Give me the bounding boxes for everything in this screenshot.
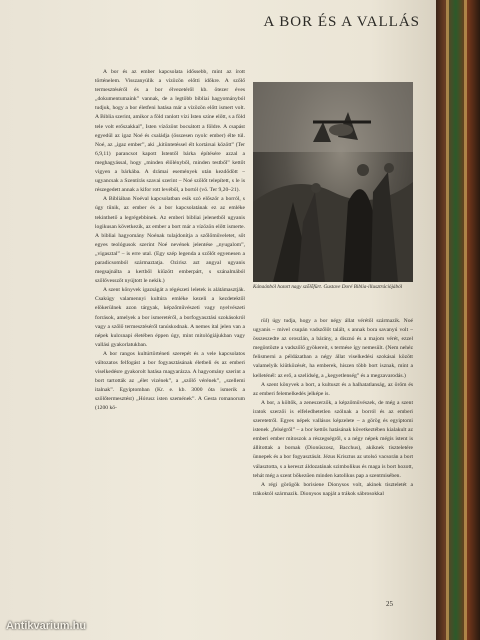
- paragraph: A bor, a költők, a zeneszerzők, a képzőművészek, de még a szent iratok szerzői is elfeledhetetlen szólnak a borról és az emberi szeretetről. Egyes népek vallásos képzelete – a görög és egyiptomi istenek „felségről” – a bor kettős hatásának következtében kialakult az emberi ember mítoszok a részegségről, s a négy népek mégis istent is állítottak a bornak (Dionüszosz, Bacchus), akiknek tiszteletére ünnepek és a bor fogyasztását. Jézus Krisztus az utolsó vacsorán a bort választotta, s a kereszt áldozatának szimbolikus és maga is bort hozott, tehát még a szent bőkezűen minden katolikus pap a szentmisében.: [253, 399, 413, 479]
- binding-stripe: [446, 0, 449, 640]
- book-binding: [436, 0, 480, 640]
- engraving-illustration: [253, 82, 413, 282]
- figure-caption: Kánaánból hozott nagy szőlőfürt. Gustave Doré Biblia-illusztrációjából: [253, 284, 403, 290]
- page-number: 25: [386, 600, 393, 608]
- paragraph: A szent könyvek igazságát a régészeti leletek is alátámasztják. Csakúgy valamennyi kultúra emléke kezeli a kezdetektől elökerülnek azon tárgyak, képzőművészeti vagy nyelvészeti források, amelyek a bor ismeretéről, a borfogyasztási szokásokról vagy a szőlő termesztéséről tanúskodnak. A nemes ital jelen van a népek kulcsnapi életében éppen úgy, mint mitológiájukban vagy vallási gyakorlatukban.: [95, 287, 245, 348]
- paragraph: A bor és az ember kapcsolata időssebb, mint az írott történelem. Visszanyúlik a vízözön előtti időkre. A szőlő termesztéséről és a bor élvezetéről kb. ötezer éves „dokumentumaink” vannak, de a legtöbb bibliai hagyományból tudjuk, hogy a bor életfeni hatása már a vízözön előtt ismert volt. A Biblia szerint, amikor a föld ranlott vízi Isten színe előtt, s a föld tele volt erőszakkal”, Isten vízözönt bocsátott a földre. A csapást egyedül az igaz Noé és családja (összesen nyolc ember) élte túl. Noé, az „igaz ember”, aki „kitüntetéssel élt kortársai között” (Ter 6,9,11) parancsot kapott Istentől bárka építésére azzal a meghagyással, hogy „minden élőlényből, minden testből” kettőt vigyen a bárkába. A drámai események után kezdődött – ugyancsak a Szentírás szavai szerint – Noé szőlőt telepített, s le is részegedett annak a kifor rott levéből, a bortól (vö. Ter 9,20–21).: [95, 69, 245, 194]
- illustration-drawing: [253, 82, 413, 282]
- paragraph: A szent könyvek a bort, a kultuszt és a halhatatlanság, az öröm és az emberi felemelkedés jelképe is.: [253, 381, 413, 397]
- watermark: Antikvarium.hu: [6, 620, 87, 632]
- binding-stripe: [464, 0, 467, 640]
- left-text-column: [95, 68, 245, 608]
- paragraph: A régi görögök borisiene Dionysos volt, akinek tiszteletét a trákoktól származik. Dionysos napját a trákok sábrosokkal: [253, 481, 413, 497]
- paragraph: A bor rangos kultúrtörténeti szerepét és a vele kapcsolatos változatos felfogást a bor fogyasztásának életbeli és az emberi viselkedésre gyakorolt hatása magyarázza. A hagyomány szerint a bort tartották az „élet vizének”, a „szőlő vérének”, „szellemi italnak”. Egyiptomban (Kr. e. kb. 3000 óta ismerik a szőlőtermesztést) „Hórusz isten szemének”. A Gesta romanorum (1200 kö-: [95, 350, 245, 412]
- paragraph: A Bibliában Noéval kapcsolatban esik szó először a borról, s úgy tűnik, az ember és a bor kapcsolatának ez az emléke tekinthető a legrégebbinek. Az emberi bibliai jelenetből ugyanis logikusan következik, az ember a bort már a vízözön előtt ismerte. A bibliai hagyomány Noénak tulajdonítja a szőlőműveletet, sőt egyes teológusok szerint Noé nevének jelentése „nyugalom”, „vigasztal” – is erre utal. (Egy szép legenda a szőlőt egyenesen a paradicsomból származtatja. Ozirisz azt angyal ugyanis megsajnálta a kertből kiűzött emberpárt, s szánalmából szőlővesszőt nyújtott le nekik.): [95, 196, 245, 285]
- right-text-column: [253, 317, 413, 607]
- paragraph: rül) úgy tudja, hogy a bor négy állat vérétől származik. Noé ugyanis – mivel csupán vadszőlőt talált, s annak bora savanyú volt – összeszedte az oroszlán, a bárány, a disznó és a majom vérét, ezzel megöntözte a vadszőlő gyökereit, s termése így nemesült. (Nem nehéz felismerni a példázatban a négy állat viselkedési szokásai között valamelyik kiütközését, ha emberek, hiszen több bort isznak, mint a kelleténél: az erő, a szelídség, a „kegyetlenség” és a megzavarodás.): [253, 318, 413, 379]
- page-title: A BOR ÉS A VALLÁS: [263, 14, 420, 30]
